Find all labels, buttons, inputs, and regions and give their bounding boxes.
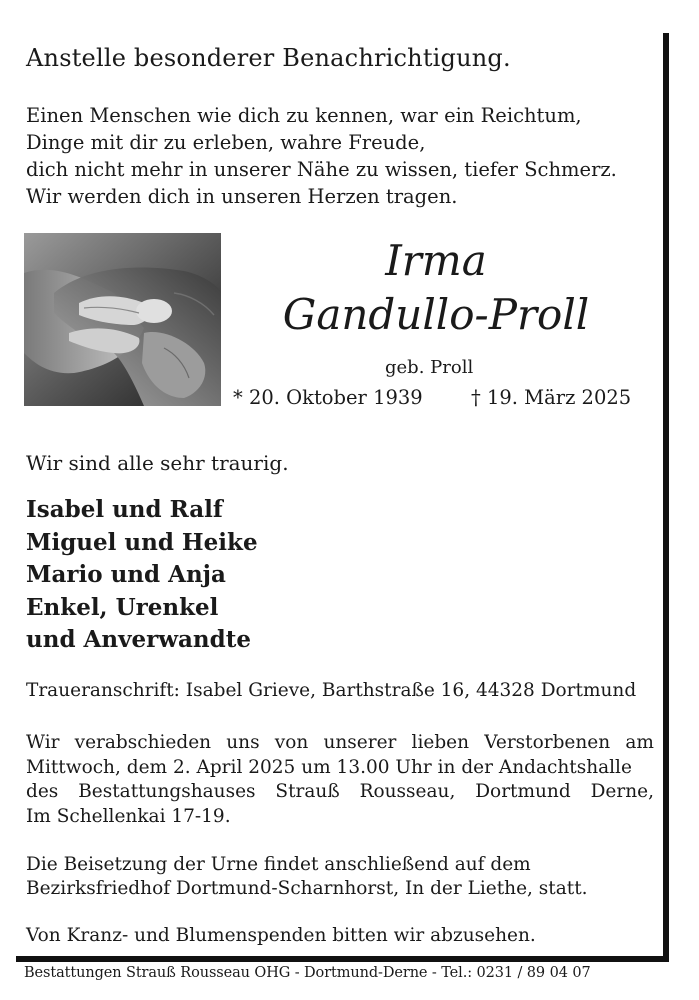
farewell-word: am	[625, 732, 654, 753]
poem-line: Wir werden dich in unseren Herzen tragen.	[26, 185, 458, 208]
maiden-name: geb. Proll	[385, 357, 474, 378]
family-member: Miguel und Heike	[26, 528, 258, 556]
frame-shadow-bottom	[16, 956, 669, 962]
farewell-word: Rousseau,	[359, 781, 456, 802]
flowers-request: Von Kranz- und Blumenspenden bitten wir abzusehen.	[26, 925, 536, 946]
funeral-home-footer: Bestattungen Strauß Rousseau OHG - Dortmund-Derne - Tel.: 0231 / 89 04 07	[24, 965, 591, 981]
family-member: Isabel und Ralf	[26, 496, 223, 523]
farewell-word: unserer	[323, 732, 397, 753]
family-member: Enkel, Urenkel	[26, 593, 219, 621]
farewell-word: Wir	[26, 732, 60, 753]
sad-line: Wir sind alle sehr traurig.	[26, 451, 289, 475]
farewell-line	[26, 731, 654, 756]
frame-shadow-right	[663, 33, 669, 958]
deceased-first-name: Irma	[385, 236, 487, 285]
burial-line: Bezirksfriedhof Dortmund-Scharnhorst, In der Liethe, statt.	[26, 878, 588, 899]
farewell-word: Derne,	[590, 781, 654, 802]
death-date: † 19. März 2025	[471, 386, 632, 409]
farewell-word: lieben	[411, 732, 470, 753]
farewell-paragraph	[26, 731, 654, 829]
notice-heading: Anstelle besonderer Benachrichtigung.	[26, 44, 511, 72]
poem-line: Dinge mit dir zu erleben, wahre Freude,	[26, 131, 426, 154]
farewell-word: Dortmund	[475, 781, 571, 802]
farewell-line	[26, 780, 654, 805]
birth-date: * 20. Oktober 1939	[233, 386, 423, 409]
poem	[26, 102, 617, 210]
farewell-word: verabschieden	[74, 732, 212, 753]
family-member: und Anverwandte	[26, 626, 251, 653]
family-list	[26, 494, 258, 657]
farewell-word: Bestattungshauses	[78, 781, 256, 802]
deceased-last-name: Gandullo-Proll	[282, 290, 590, 339]
family-member: Mario und Anja	[26, 561, 226, 588]
poem-line: dich nicht mehr in unserer Nähe zu wissen, tiefer Schmerz.	[26, 158, 617, 181]
farewell-word: von	[274, 732, 309, 753]
farewell-word: uns	[226, 732, 260, 753]
burial-line: Die Beisetzung der Urne findet anschließend auf dem	[26, 854, 531, 875]
burial-paragraph	[26, 853, 588, 901]
poem-line: Einen Menschen wie dich zu kennen, war ein Reichtum,	[26, 104, 582, 127]
farewell-word: des	[26, 781, 59, 802]
farewell-word: Verstorbenen	[484, 732, 611, 753]
mourning-address: Traueranschrift: Isabel Grieve, Barthstraße 16, 44328 Dortmund	[26, 680, 637, 701]
hands-photo	[24, 233, 221, 406]
farewell-line: Mittwoch, dem 2. April 2025 um 13.00 Uhr in der Andachtshalle	[26, 756, 632, 778]
farewell-line: Im Schellenkai 17-19.	[26, 805, 231, 827]
farewell-word: Strauß	[275, 781, 340, 802]
